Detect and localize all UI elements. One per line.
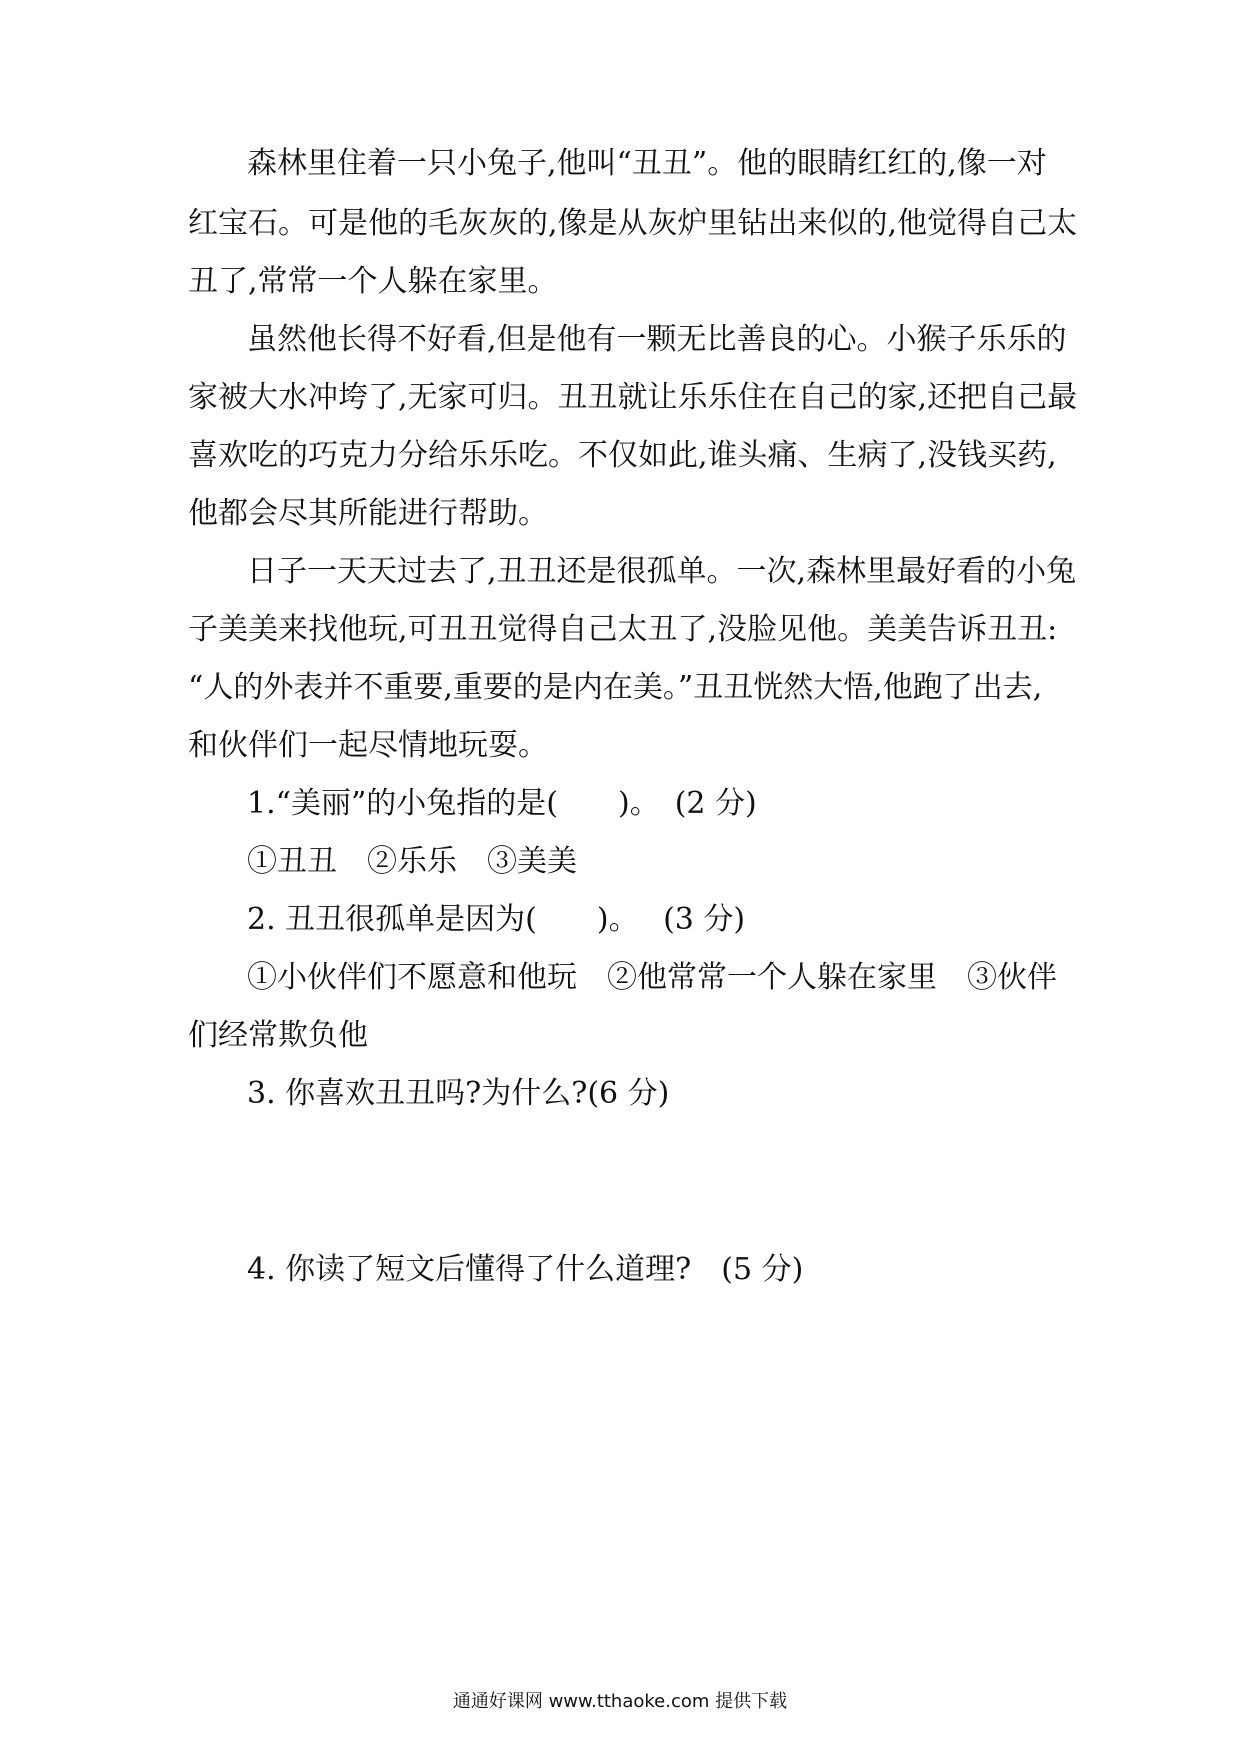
passage-p3-line1: 日子一天天过去了,丑丑还是很孤单。一次,森林里最好看的小兔 [247, 554, 1077, 589]
question-2-options-line2: 们经常欺负他 [188, 1018, 368, 1053]
question-1: 1.“美丽”的小兔指的是( )。 (2 分) [247, 786, 757, 821]
passage-p2-line4: 他都会尽其所能进行帮助。 [188, 496, 548, 531]
passage-p3-line3: “人的外表并不重要,重要的是内在美。”丑丑恍然大悟,他跑了出去, [188, 670, 1043, 705]
passage-p3-line4: 和伙伴们一起尽情地玩耍。 [188, 728, 548, 763]
question-2-options-line1: ①小伙伴们不愿意和他玩 ②他常常一个人躲在家里 ③伙伴 [247, 960, 1057, 995]
passage-p3-line2: 子美美来找他玩,可丑丑觉得自己太丑了,没脸见他。美美告诉丑丑: [188, 612, 1058, 647]
footer-text: 通通好课网 www.tthaoke.com 提供下载 [452, 1691, 788, 1712]
passage-p2-line3: 喜欢吃的巧克力分给乐乐吃。不仅如此,谁头痛、生病了,没钱买药, [188, 438, 1057, 473]
passage-p2-line1: 虽然他长得不好看,但是他有一颗无比善良的心。小猴子乐乐的 [247, 322, 1067, 357]
question-3: 3. 你喜欢丑丑吗?为什么?(6 分) [247, 1076, 670, 1111]
passage-p1-line2: 红宝石。可是他的毛灰灰的,像是从灰炉里钻出来似的,他觉得自己太 [188, 206, 1078, 241]
question-2: 2. 丑丑很孤单是因为( )。 (3 分) [247, 902, 746, 937]
passage-p2-line2: 家被大水冲垮了,无家可归。丑丑就让乐乐住在自己的家,还把自己最 [188, 380, 1078, 415]
passage-p1-line3: 丑了,常常一个人躲在家里。 [188, 264, 558, 299]
question-4: 4. 你读了短文后懂得了什么道理? (5 分) [247, 1252, 804, 1287]
question-1-options: ①丑丑 ②乐乐 ③美美 [247, 844, 577, 879]
passage-p1-line1: 森林里住着一只小兔子,他叫“丑丑”。他的眼睛红红的,像一对 [247, 146, 1047, 181]
